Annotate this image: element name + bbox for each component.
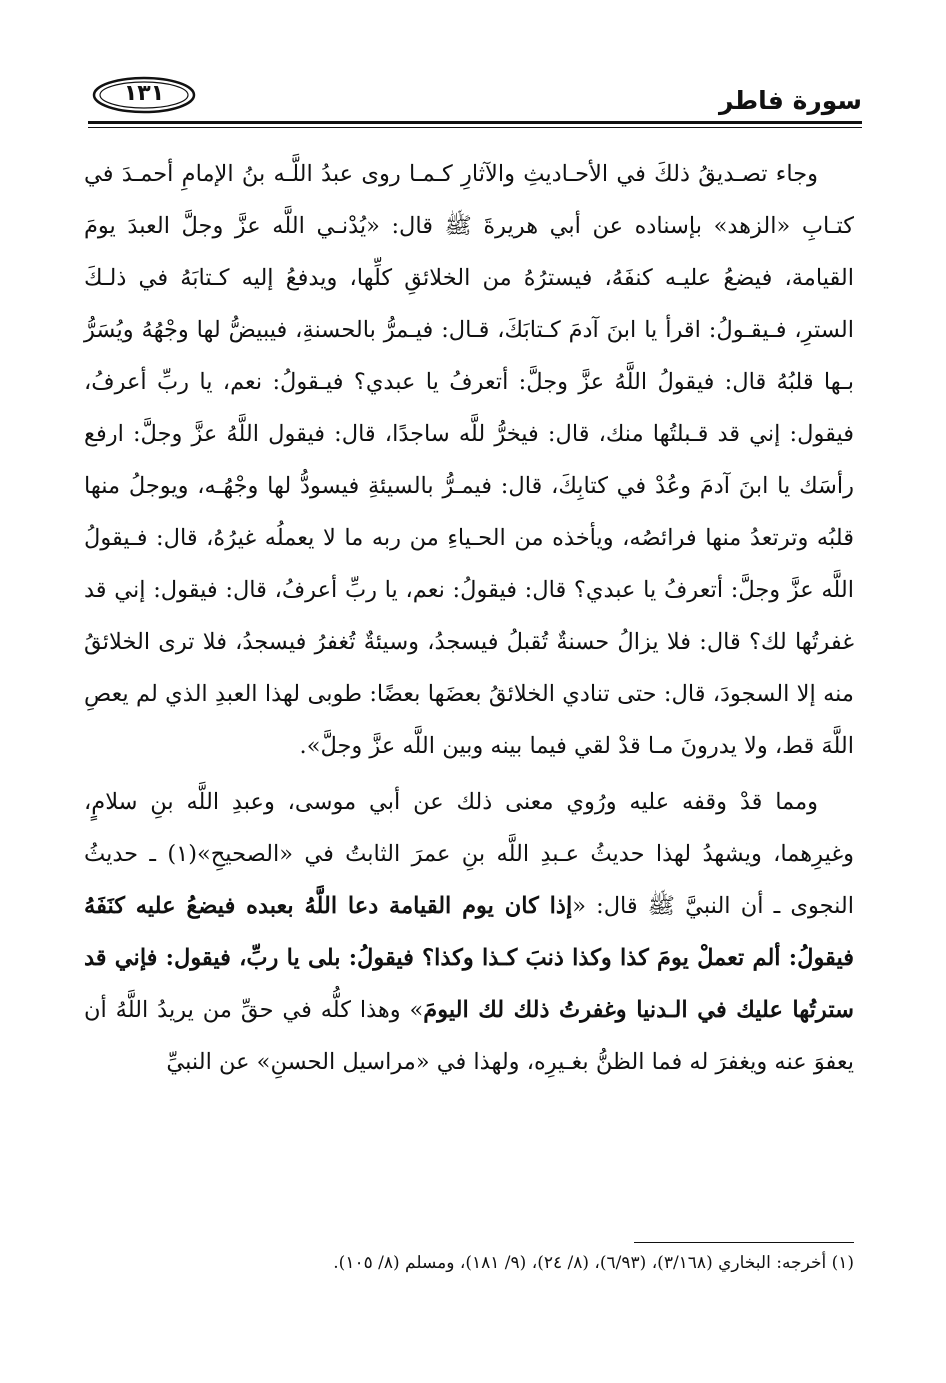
page-number-badge: [92, 76, 196, 114]
page-number: ١٣١: [123, 81, 165, 106]
surah-title: سورة فاطر: [719, 86, 862, 115]
paragraph-text-continued: » وهذا كلُّه في حقِّ من يريدُ اللَّهُ أن يعفوَ عنه ويغفرَ له فما الظنُّ بغـيرِه، ولهذا في «مراسيل الحسنِ» عن النبيِّ: [84, 997, 854, 1075]
footnote: (١) أخرجه: البخاري (٣/١٦٨)، (٦/٩٣)، (٨/ ٢٤)، (٩/ ١٨١)، ومسلم (٨/ ١٠٥).: [333, 1253, 854, 1273]
header-rule-thin: [88, 127, 862, 128]
paragraph-text: ومما قدْ وقفه عليه ورُوي معنى ذلك عن أبي موسى، وعبدِ اللَّه بنِ سلامٍ، وغيرِهما، ويشهدُ لهذا حديثُ عـبدِ اللَّه بنِ عمرَ الثابتُ في «الصحيحِ»(١) ـ حديثُ النجوى ـ أن النبيَّ ﷺ قال: «: [84, 789, 855, 919]
header-rule: [88, 121, 862, 124]
hadith-quote: إذا كان يوم القيامة دعا اللَّهُ بعبده فيضعُ عليه كنَفَهُ فيقولُ: ألم تعملْ يومَ كذا وكذا ذنبَ كـذا وكذا؟ فيقولُ: بلى يا ربِّ، فيقول: فإني قد سترتُها عليك في الـدنيا وغفرتُ ذلك لك اليومَ: [84, 893, 854, 1023]
main-text: [84, 148, 854, 1088]
paragraph-najwa: [84, 776, 854, 1088]
page-header: [88, 66, 862, 126]
footnote-divider: [634, 1242, 854, 1243]
paragraph-hadith: وجاء تصـديقُ ذلكَ في الأحـاديثِ والآثارِ كـمـا روى عبدُ اللَّـه بنُ الإمامِ أحمـدَ في كتـابِ «الزهد» بإسناده عن أبي هريرةَ ﷺ قال: «يُدْنـي اللَّه عزَّ وجلَّ العبدَ يومَ القيامة، فيضعُ عليـه كنفَهُ، فيسترُهُ من الخلائقِ كلِّها، ويدفعُ إليه كـتابَهُ في ذلـكَ السترِ، فـيقـولُ: اقرأ يا ابنَ آدمَ كـتابَكَ، قـال: فيـمرُّ بالحسنةِ، فيبيضُّ لها وجْهُهُ ويُسَرُّ بـها قلبُهُ قال: فيقولُ اللَّهُ عزَّ وجلَّ: أتعرفُ يا عبدي؟ فيـقولُ: نعم، يا ربِّ أعرفُ، فيقول: إني قد قـبلتُها منك، قال: فيخرُّ للَّه ساجدًا، قال: فيقول اللَّهُ عزَّ وجلَّ: ارفع رأسَك يا ابنَ آدمَ وعُدْ في كتابِكَ، قال: فيمـرُّ بالسيئةِ فيسودُّ لها وجْهُـه، ويوجلُ منها قلبُه وترتعدُ منها فرائصُه، ويأخذه من الحـياءِ من ربه ما لا يعملُه غيرُهُ، قال: فـيقولُ اللَّه عزَّ وجلَّ: أتعرفُ يا عبدي؟ قال: فيقولُ: نعم، يا ربِّ أعرفُ، قال: فيقول: إني قد غفرتُها لك؟ قال: فلا يزالُ حسنةٌ تُقبلُ فيسجدُ، وسيئةٌ تُغفرُ فيسجدُ، فلا ترى الخلائقُ منه إلا السجودَ، قال: حتى تنادي الخلائقُ بعضَها بعضًا: طوبى لهذا العبدِ الذي لم يعصِ اللَّهَ قط، ولا يدرونَ مـا قدْ لقي فيما بينه وبين اللَّه عزَّ وجلَّ».: [84, 161, 854, 759]
